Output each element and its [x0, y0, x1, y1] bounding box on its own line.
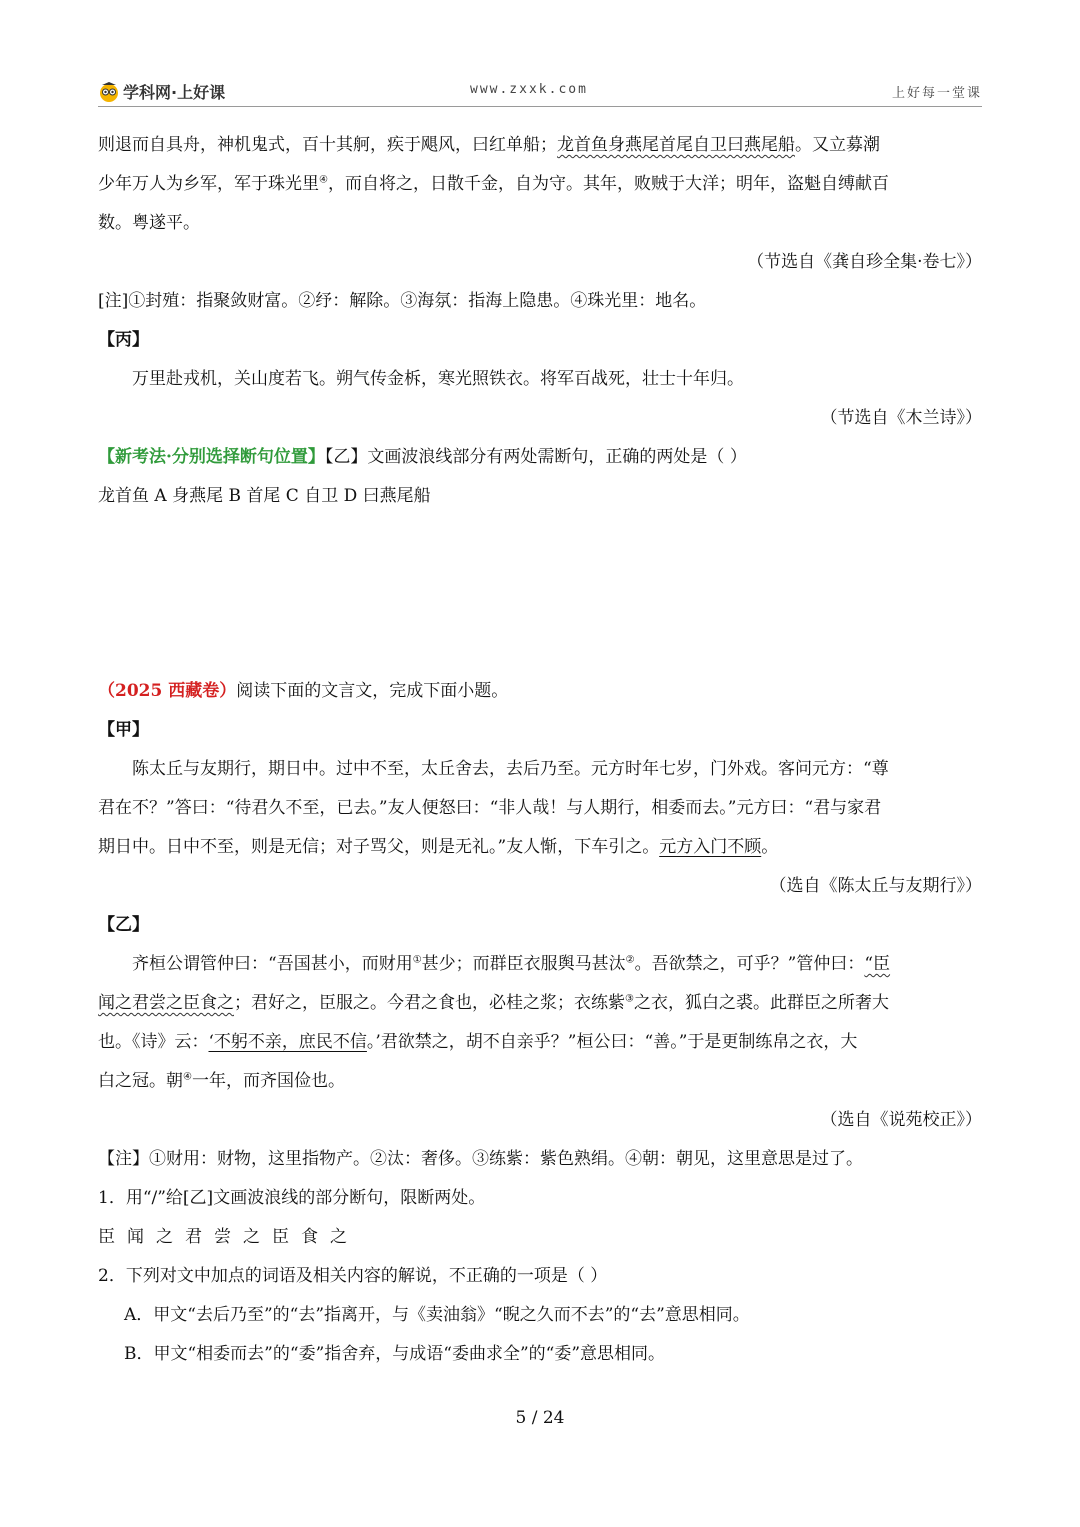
bing-label: 【丙】 [98, 330, 149, 350]
yi-line: 闻之君尝之臣食之；君好之，臣服之。今君之食也，必桂之浆；衣练紫③之衣，狐白之裘。此群臣之所奢大 [98, 993, 889, 1013]
owl-logo-icon [98, 82, 120, 102]
jia-line: 陈太丘与友期行，期日中。过中不至，太丘舍去，去后乃至。元方时年七岁，门外戏。客问元方：“尊 [132, 759, 889, 779]
new-method-tag: 【新考法·分别选择断句位置】 [98, 447, 325, 467]
site-logo[interactable] [98, 80, 225, 103]
page-header [98, 76, 982, 107]
yi-passage-line: 少年万人为乡军，军于珠光里④，而自将之，日散千金，自为守。其年，败贼于大洋；明年，盗魁自缚献百 [98, 174, 889, 194]
q2025-notes: 【注】①财用：财物，这里指物产。②汰：奢侈。③练紫：紫色熟绢。④朝：朝见，这里意思是过了。 [98, 1149, 863, 1169]
question-1-text: 臣闻之君尝之臣食之 [98, 1227, 359, 1247]
yi-notes: [注]①封殖：指聚敛财富。②纾：解除。③海氛：指海上隐患。④珠光里：地名。 [98, 291, 707, 311]
jia-label: 【甲】 [98, 720, 149, 740]
question-1: 1．用“/”给[乙]文画波浪线的部分断句，限断两处。 [98, 1188, 486, 1208]
logo-text: 学科网·上好课 [123, 83, 226, 102]
bing-text: 万里赴戎机，关山度若飞。朔气传金柝，寒光照铁衣。将军百战死，壮士十年归。 [132, 369, 744, 389]
underlined-phrase: ‘不躬不亲，庶民不信 [208, 1032, 367, 1052]
document-body [98, 126, 982, 1374]
yi-line: 白之冠。朝④一年，而齐国俭也。 [98, 1071, 345, 1091]
header-slogan: 上好每一堂课 [891, 86, 982, 101]
wavy-underlined-phrase: “臣 [864, 954, 891, 974]
underlined-phrase: 元方入门不顾 [659, 837, 762, 857]
q2025-intro: （2025 西藏卷）阅读下面的文言文，完成下面小题。 [98, 681, 509, 701]
exam-source-tag: （2025 西藏卷） [98, 681, 237, 701]
jia-source: （选自《陈太丘与友期行》） [769, 876, 982, 896]
blank-space [98, 516, 982, 672]
question-2: 2．下列对文中加点的词语及相关内容的解说，不正确的一项是（ ） [98, 1266, 608, 1286]
yi-line: 齐桓公谓管仲曰：“吾国甚小，而财用①甚少；而群臣衣服舆马甚汰②。吾欲禁之，可乎？”管仲曰：“臣 [132, 954, 891, 974]
yi-line: 也。《诗》云：‘不躬不亲，庶民不信。’君欲禁之，胡不自亲乎？”桓公曰：“善。”于是更制练帛之衣，大 [98, 1032, 858, 1052]
jia-line: 君在不？”答曰：“待君久不至，已去。”友人便怒曰：“非人哉！与人期行，相委而去。”元方曰：“君与家君 [98, 798, 882, 818]
yi-passage-line: 数。粤遂平。 [98, 213, 200, 233]
bing-source: （节选自《木兰诗》） [820, 408, 982, 428]
wavy-underlined-phrase: 闻之君尝之臣食之 [98, 993, 234, 1013]
option-b: B．甲文“相委而去”的“委”指舍弃，与成语“委曲求全”的“委”意思相同。 [124, 1344, 666, 1364]
duanju-options: 龙首鱼 A 身燕尾 B 首尾 C 自卫 D 曰燕尾船 [98, 486, 431, 506]
jia-line: 期日中。日中不至，则是无信；对子骂父，则是无礼。”友人惭，下车引之。元方入门不顾。 [98, 837, 779, 857]
yi-label: 【乙】 [98, 915, 149, 935]
option-a: A．甲文“去后乃至”的“去”指离开，与《卖油翁》“睨之久而不去”的“去”意思相同。 [124, 1305, 750, 1325]
yi-passage-line: 则退而自具舟，神机鬼式，百十其舸，疾于飓风，曰红单船；龙首鱼身燕尾首尾自卫曰燕尾船。又立募潮 [98, 135, 880, 155]
site-url[interactable]: www.zxxk.com [470, 82, 588, 97]
duanju-question: 【新考法·分别选择断句位置】【乙】文画波浪线部分有两处需断句，正确的两处是（ ） [98, 447, 747, 467]
wavy-underlined-phrase: 龙首鱼身燕尾首尾自卫曰燕尾船 [557, 135, 795, 155]
page-number: 5 / 24 [515, 1408, 565, 1428]
yi-source-2025: （选自《说苑校正》） [820, 1110, 982, 1130]
yi-source: （节选自《龚自珍全集·卷七》） [747, 252, 982, 272]
